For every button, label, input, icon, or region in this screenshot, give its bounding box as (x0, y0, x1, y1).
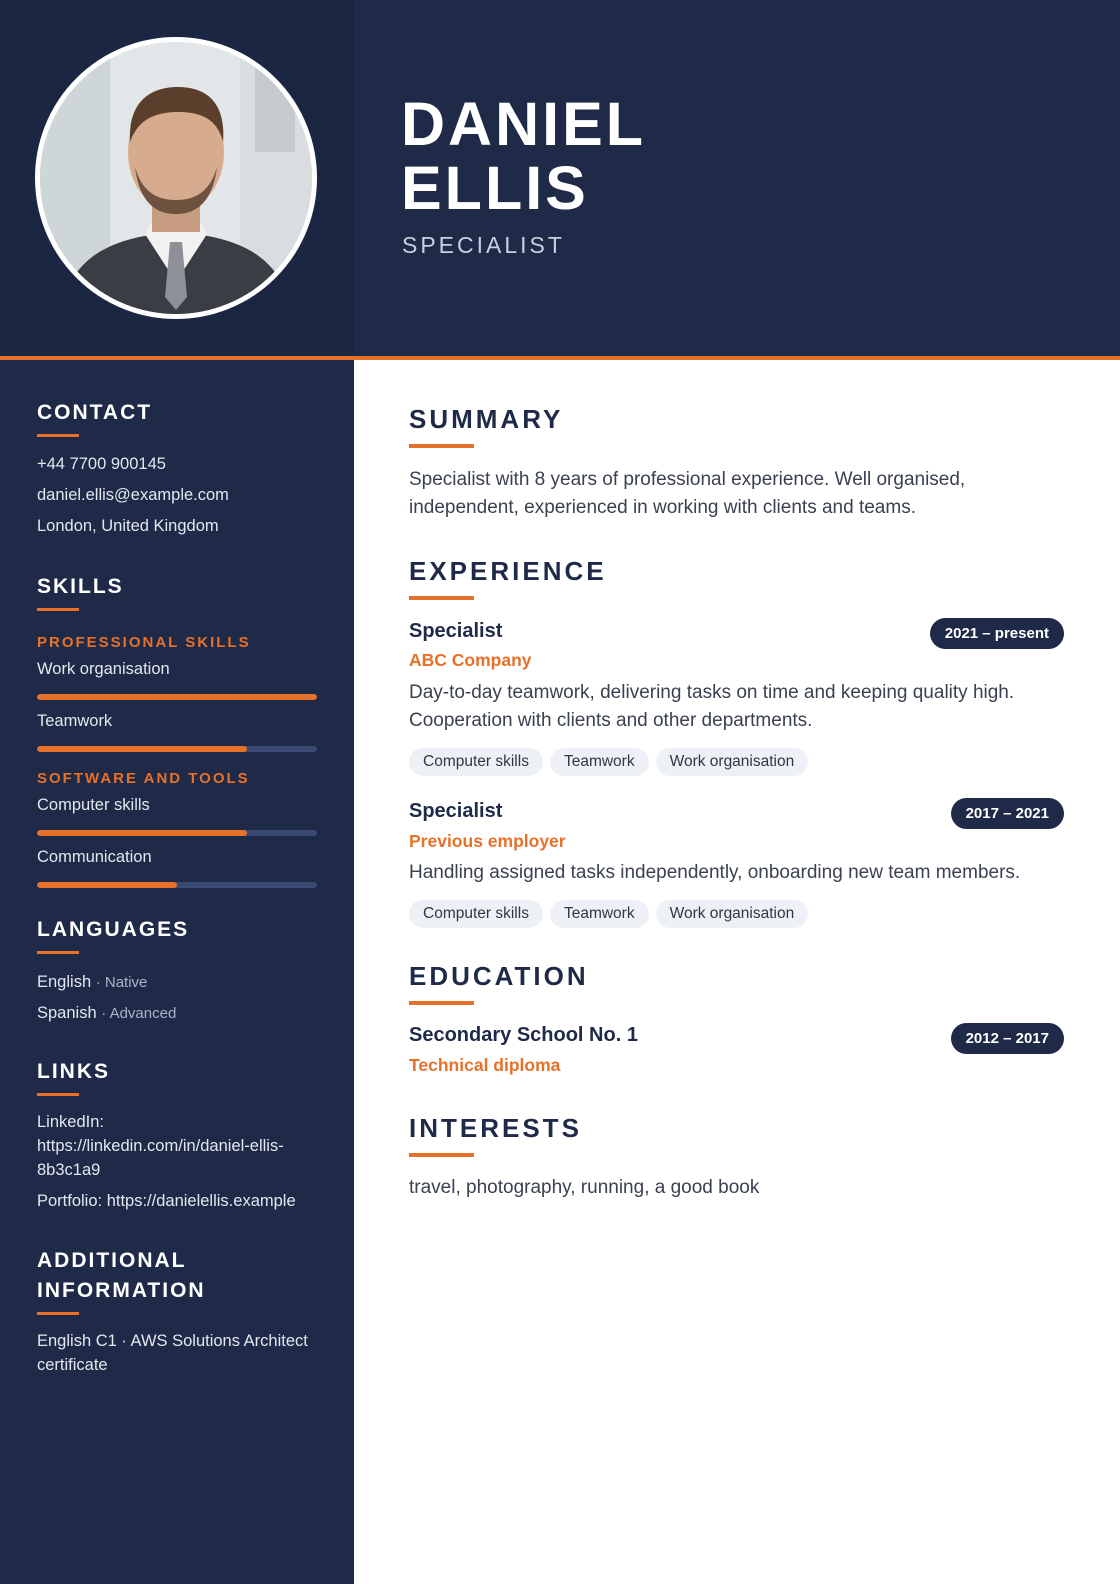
portfolio-link[interactable]: Portfolio: https://danielellis.example (37, 1192, 296, 1210)
skill-tag: Teamwork (550, 900, 649, 928)
candidate-role: SPECIALIST (402, 232, 565, 258)
skill-bar (37, 694, 317, 700)
education-degree: Technical diploma (409, 1055, 561, 1075)
skill-tag: Teamwork (550, 748, 649, 776)
language-name: English (37, 973, 92, 991)
job-title: Specialist (409, 620, 503, 642)
skill-tag: Work organisation (656, 900, 809, 928)
summary-line-2: independent, experienced in working with clients and teams. (409, 497, 916, 518)
additional-text-line-1: English C1 · AWS Solutions Architect (37, 1332, 308, 1350)
skills-heading: SKILLS (37, 575, 124, 598)
job-company: Previous employer (409, 831, 566, 851)
summary-heading-rule (409, 444, 474, 448)
links-heading: LINKS (37, 1060, 110, 1083)
job-description-line-2: Cooperation with clients and other departments. (409, 710, 813, 731)
skill-tag: Computer skills (409, 900, 543, 928)
languages-heading-rule (37, 951, 79, 954)
contact-heading: CONTACT (37, 401, 153, 424)
interests-heading-rule (409, 1153, 474, 1157)
contact-heading-rule (37, 434, 79, 437)
first-name: DANIEL (401, 90, 647, 158)
job-dates-badge: 2017 – 2021 (951, 798, 1064, 829)
skill-tag: Work organisation (656, 748, 809, 776)
summary-heading: SUMMARY (409, 404, 564, 434)
education-dates-badge: 2012 – 2017 (951, 1023, 1064, 1054)
language-level: · Native (95, 974, 148, 991)
education-school: Secondary School No. 1 (409, 1024, 638, 1046)
language-item (37, 1001, 327, 1026)
skill-bar (37, 746, 317, 752)
experience-heading: EXPERIENCE (409, 556, 607, 586)
skill-label: Work organisation (37, 660, 170, 678)
skill-label: Teamwork (37, 712, 113, 730)
education-heading-rule (409, 1001, 474, 1005)
language-item (37, 970, 327, 995)
job-dates-badge: 2021 – present (930, 618, 1064, 649)
job-company: ABC Company (409, 650, 532, 670)
job-description-line-1: Day-to-day teamwork, delivering tasks on time and keeping quality high. (409, 682, 1015, 703)
job-tags (409, 900, 808, 928)
linkedin-link-continued[interactable]: 8b3c1a9 (37, 1161, 101, 1179)
language-name: Spanish (37, 1004, 97, 1022)
skill-bar-fill (37, 694, 317, 700)
skill-tag: Computer skills (409, 748, 543, 776)
linkedin-link[interactable]: https://linkedin.com/in/daniel-ellis- (37, 1137, 284, 1155)
job-title: Specialist (409, 800, 503, 822)
linkedin-label: LinkedIn: (37, 1113, 104, 1131)
job-tags (409, 748, 808, 776)
links-heading-rule (37, 1093, 79, 1096)
additional-text-line-2: certificate (37, 1356, 108, 1374)
additional-heading-rule (37, 1312, 79, 1315)
skill-bar (37, 830, 317, 836)
profile-photo (35, 37, 317, 319)
skill-bar-fill (37, 830, 247, 836)
summary-line-1: Specialist with 8 years of professional experience. Well organised, (409, 469, 966, 490)
language-level: · Advanced (101, 1005, 177, 1022)
job-description-line-1: Handling assigned tasks independently, onboarding new team members. (409, 862, 1021, 883)
additional-heading-line-2: INFORMATION (37, 1279, 206, 1302)
candidate-name (401, 92, 646, 220)
software-tools-heading: SOFTWARE AND TOOLS (37, 770, 250, 787)
contact-email: daniel.ellis@example.com (37, 486, 229, 504)
experience-heading-rule (409, 596, 474, 600)
skill-bar-fill (37, 746, 247, 752)
skills-heading-rule (37, 608, 79, 611)
contact-location: London, United Kingdom (37, 517, 219, 535)
languages-heading: LANGUAGES (37, 918, 190, 941)
skill-bar (37, 882, 317, 888)
profile-photo-illustration (40, 42, 312, 314)
education-heading: EDUCATION (409, 961, 589, 991)
additional-heading-line-1: ADDITIONAL (37, 1249, 187, 1272)
skill-label: Computer skills (37, 796, 150, 814)
professional-skills-heading: PROFESSIONAL SKILLS (37, 634, 251, 651)
skill-label: Communication (37, 848, 152, 866)
contact-phone: +44 7700 900145 (37, 455, 166, 473)
interests-text: travel, photography, running, a good book (409, 1177, 760, 1198)
sidebar (0, 360, 354, 1584)
last-name: ELLIS (401, 154, 589, 222)
interests-heading: INTERESTS (409, 1113, 582, 1143)
skill-bar-fill (37, 882, 177, 888)
